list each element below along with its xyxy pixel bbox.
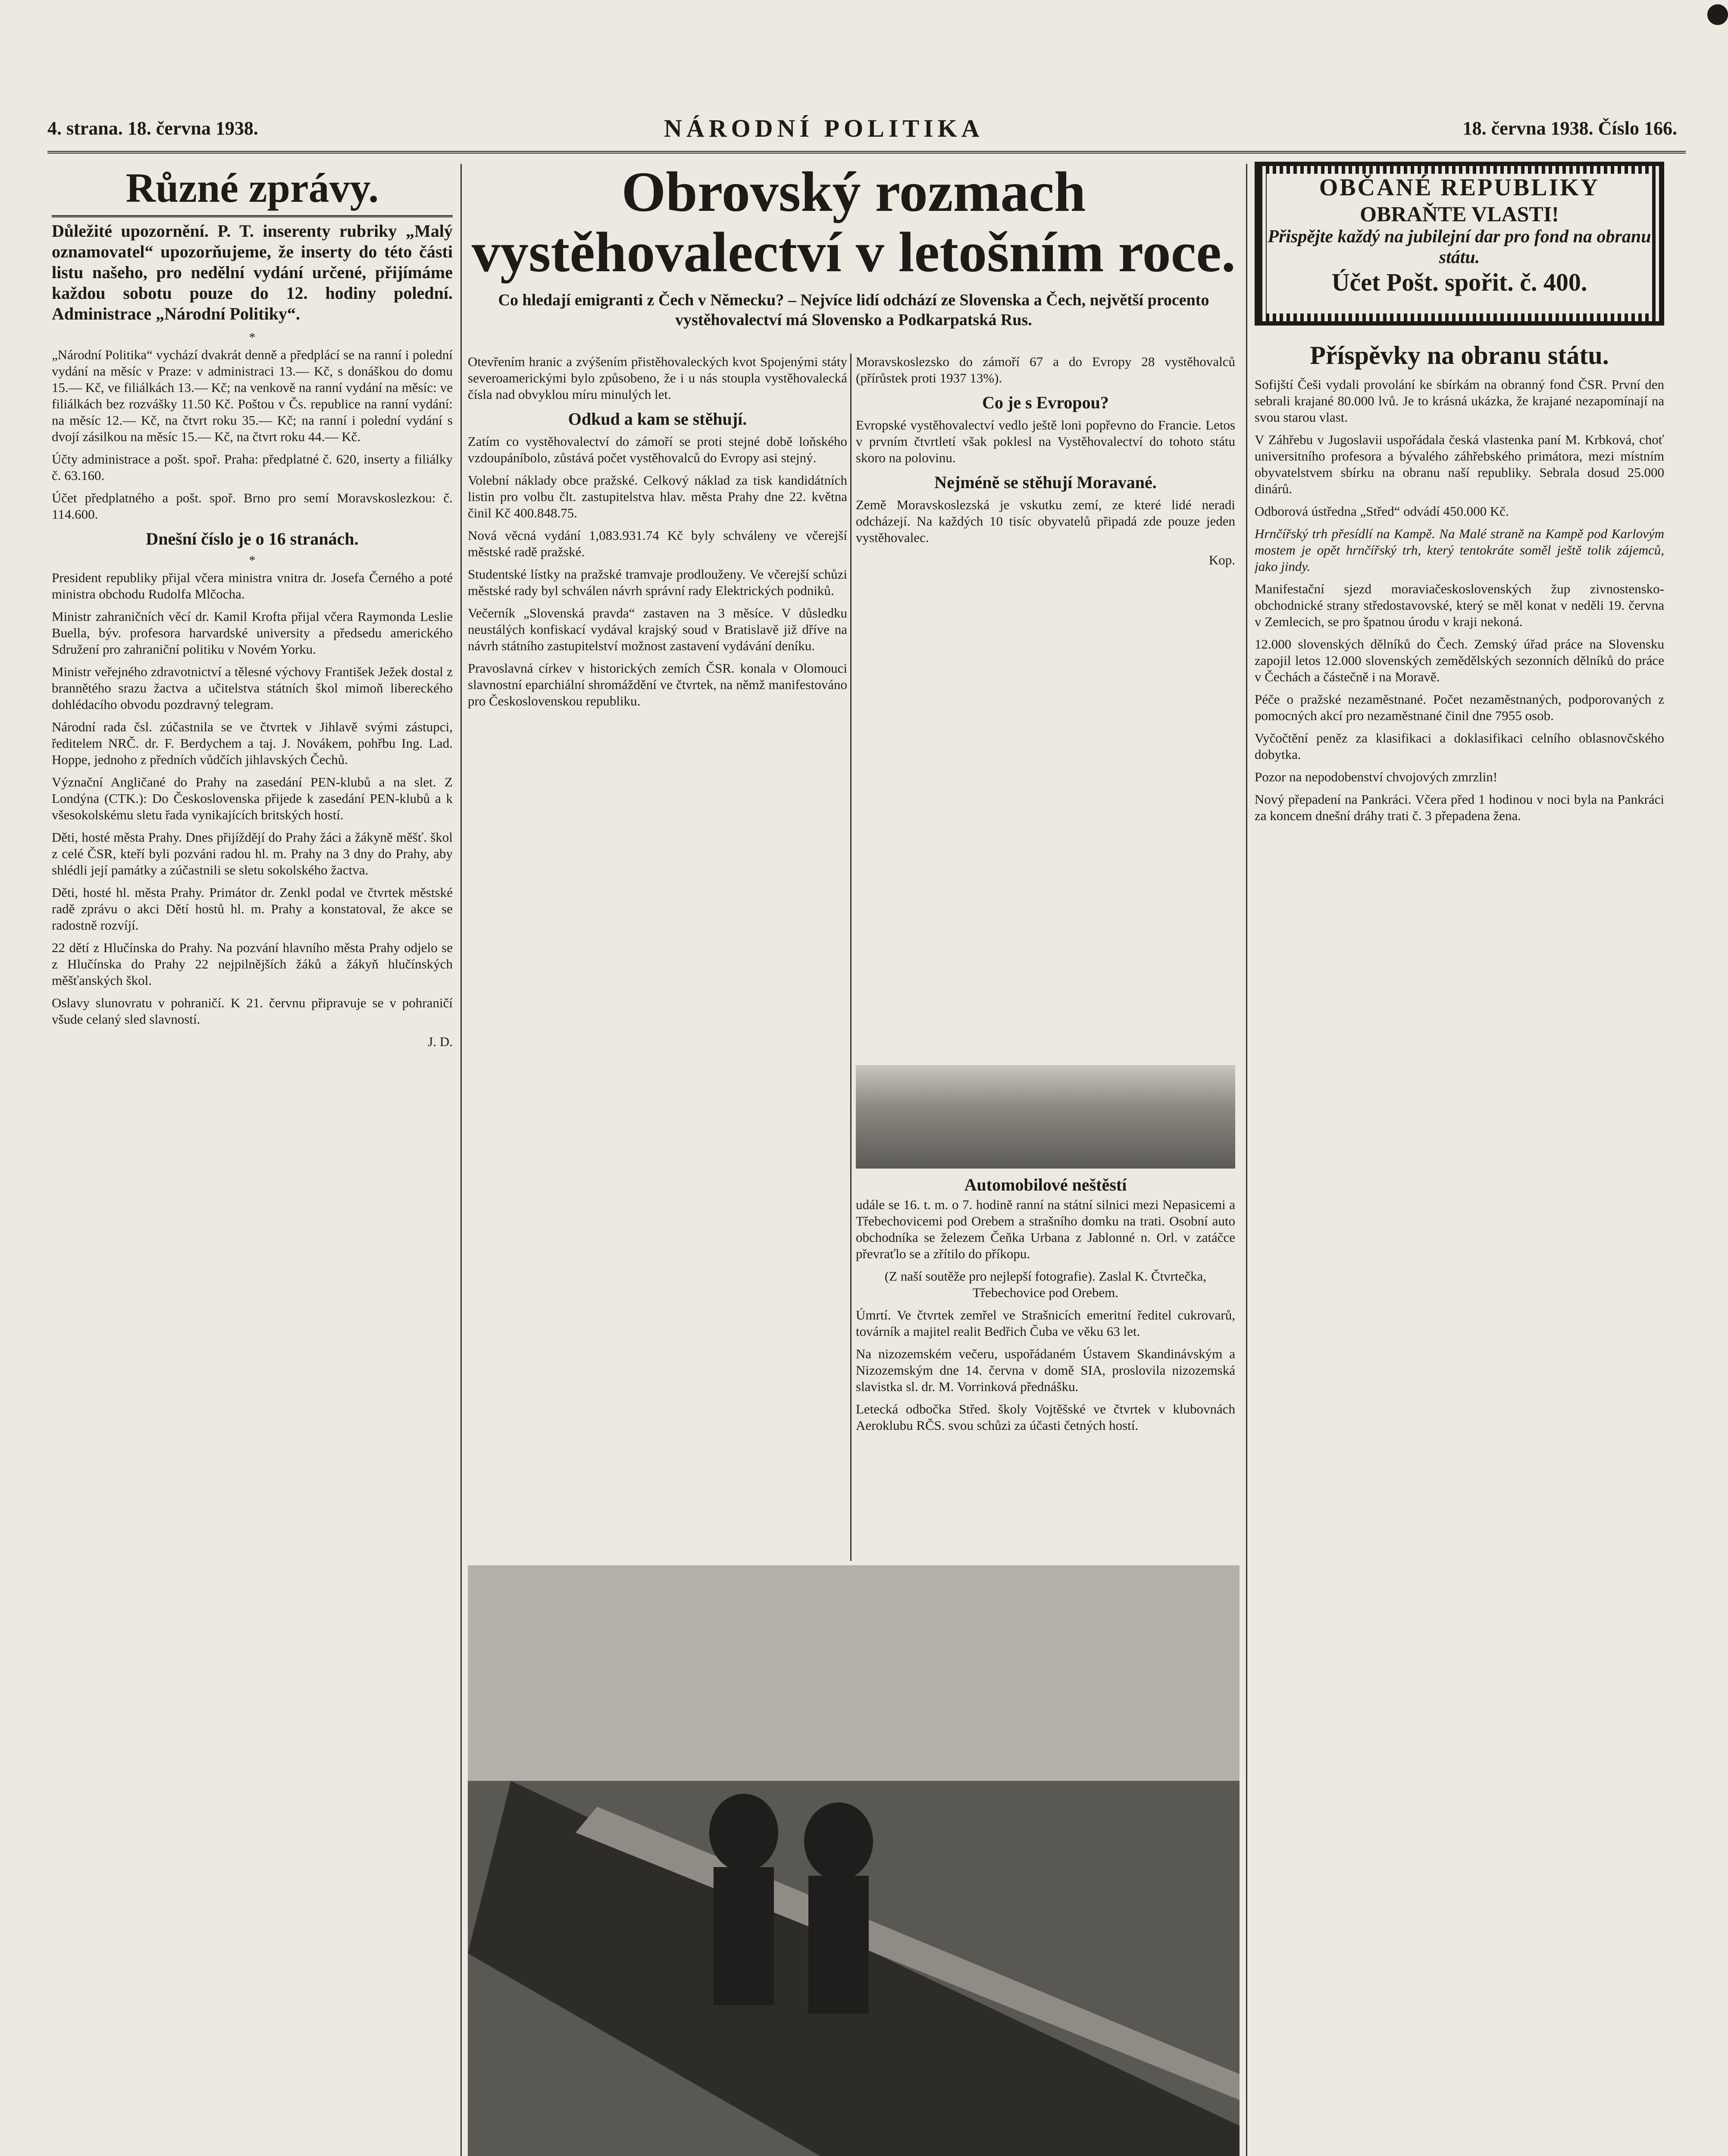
article-paragraph: Země Moravskoslezská je vskutku zemí, ze které lidé neradi odcházejí. Na každých 10 tisíc obyvatelů připadá zde pouze jeden vystěhovalec. [856,497,1235,545]
masthead-right: 18. června 1938. Číslo 166. [1462,118,1677,139]
news-paragraph: Péče o pražské nezaměstnané. Počet nezaměstnaných, podporovaných z pomocných akcí pro nezaměstnané činil dne 7955 osob. [1255,692,1664,723]
ad-line: OBRAŇTE VLASTI! [1360,202,1559,226]
news-paragraph: Nový přepadení na Pankráci. Včera před 1 hodinou v noci byla na Pankráci za koncem dnešní dráhy trati č. 3 přepadena žena. [1255,792,1664,823]
column-defense-contributions [1255,336,1664,2156]
car-accident-photo [856,1065,1235,1169]
news-paragraph: 12.000 slovenských dělníků do Čech. Zemský úřad práce na Slovensku zapojil letos 12.000 slovenských zemědělských sezonních dělníků do práce v Čechách a částečně i na Moravě. [1255,636,1664,684]
masthead-title: NÁRODNÍ POLITIKA [664,114,984,142]
photo-text: udále se 16. t. m. o 7. hodině ranní na státní silnici mezi Nepasicemi a Třebechovicemi pod Orebem a strašního domku na trati. Osobní auto obchodníka se železem Čeňka Urbana z Jablonné n. Orl. v zatáčce převraťlo se a zřítilo do příkopu. [856,1197,1235,1261]
ad-line: Účet Pošt. spořit. č. 400. [1331,268,1587,296]
separator: * [249,330,256,345]
news-paragraph: Volební náklady obce pražské. Celkový náklad za tisk kandidátních listin pro volbu člt. zastupitelstva hlav. města Prahy dne 22. května činil Kč 400.848.75. [468,473,847,520]
headline-subtitle: Co hledají emigranti z Čech v Německu? – Nejvíce lidí odchází ze Slovenska a Čech, největší procento vystěhovalectví má Slovensko a Podkarpatská Rus. [498,291,1209,329]
article-paragraph: Evropské vystěhovalectví vedlo ještě loni popřevno do Francie. Letos v prvním čtvrtletí však poklesl na Vystěhovalectví do tohoto státu skoro na polovinu. [856,417,1235,465]
news-paragraph: Sofijští Češi vydali provolání ke sbírkám na obranný fond ČSR. První den sebrali krajané 80.000 lvů. Je to krásná ukázka, že krajané nezapomínají na svou starou vlast. [1255,377,1664,425]
news-paragraph: Pravoslavná církev v historických zemích ČSR. konala v Olomouci slavnostní eparchiální shromáždění ve čtvrtek, na němž manifestováno pro Československou republiku. [468,661,847,708]
news-paragraph: Letecká odbočka Střed. školy Vojtěšské ve čtvrtek v klubovnách Aeroklubu RČS. svou schůzi za účasti četných hostí. [856,1401,1235,1433]
article-paragraph: Zatím co vystěhovalectví do zámoří se proti stejné době loňského vzdoupáníbolo, zůstává počet vystěhovalců do Evropy asi stejný. [468,434,847,465]
defense-fund-ad [1255,162,1664,326]
news-paragraph: 22 dětí z Hlučínska do Prahy. Na pozvání hlavního města Prahy odjelo se z Hlučínska do Prahy 22 nejpilnějších žáků a žákyň hlučínských měšťanských škol. [52,940,453,988]
masthead [47,112,1686,154]
news-paragraph: Ministr zahraničních věcí dr. Kamil Krofta přijal včera Raymonda Leslie Buella, býv. profesora harvardské university a předsedu amerického Sdružení pro zahraniční politiku v Novém Yorku. [52,609,453,657]
news-paragraph: Vyčočtění peněz za klasifikaci a doklasifikaci celního oblasnovčského dobytka. [1255,730,1664,762]
article-paragraph: Moravskoslezsko do zámoří 67 a do Evropy 28 vystěhovalců (přírůstek proti 1937 13%). [856,354,1235,385]
ad-line: Přispějte každý na jubilejní dar pro fond na obranu státu. [1268,227,1651,267]
section-title: Různé zprávy. [52,164,453,217]
news-paragraph: President republiky přijal včera ministra vnitra dr. Josefa Černého a poté ministra obchodu Rudolfa Mlčocha. [52,570,453,602]
news-paragraph: Manifestační sjezd moraviačeskoslovenských žup zivnostensko-obchodnické strany středostavovské, který se měl konat v neděli 19. června v Zemlecich, se pro špatnou úrodu v kraji nekoná. [1255,581,1664,629]
news-paragraph: Pozor na nepodobenství chvojových zmrzlin! [1255,769,1498,784]
section-title: Příspěvky na obranu státu. [1310,341,1609,370]
car-accident-caption [856,1173,1235,1440]
column-rule [1246,164,1247,2156]
news-paragraph: Hrnčířský trh přesídlí na Kampě. Na Malé straně na Kampě pod Karlovým mostem je opět hrnčířský trh, který tentokráte soměl ještě tolik zájemců, jako jindy. [1255,526,1664,574]
signature: J. D. [428,1034,453,1049]
article-paragraph: Otevřením hranic a zvýšením přistěhovaleckých kvot Spojenými státy severoamerickými bylo způsobeno, že i u nás stoupla vystěhovalecká čísla nad obvyklou míru minulých let. [468,354,847,402]
news-paragraph: Úmrtí. Ve čtvrtek zemřel ve Strašnicích emeritní ředitel cukrovarů, továrník a majitel realit Bedřich Čuba ve věku 63 let. [856,1307,1235,1339]
subhead: Dnešní číslo je o 16 stranách. [146,529,359,548]
news-paragraph: Národní rada čsl. zúčastnila se ve čtvrtek v Jihlavě svými zástupci, ředitelem NRČ. dr. F. Berdychem a taj. J. Novákem, pohřbu Ing. Lad. Hoppe, jednoho z předních vůdčích jihlavských Čechů. [52,719,453,767]
news-paragraph: Děti, hosté města Prahy. Dnes přijíždějí do Prahy žáci a žákyně měšť. škol z celé ČSR, kteří byli pozváni radou hl. m. Prahy na 3 dny do Prahy, aby shlédli její památky a zúčastnili se sletu sokolského žactva. [52,830,453,877]
news-paragraph: V Záhřebu v Jugoslavii uspořádala česká vlastenka paní M. Krbková, choť universitního profesora a bývalého záhřebského primátora, mezi místním obyvatelstvem sbírku na obranu naší republiky. Sebrala dosud 25.000 dinárů. [1255,432,1664,496]
subhead: Nejméně se stěhují Moravané. [934,473,1157,492]
column-emigration-a [468,354,847,1561]
separator: * [249,553,256,567]
bridge-soldiers-photo [468,1565,1240,2156]
subhead: Odkud a kam se stěhují. [568,409,747,429]
headline-title: Obrovský rozmach vystěhovalectví v letošním roce. [472,160,1236,284]
accounts-paragraph: Účet předplatného a pošt. spoř. Brno pro semí Moravskoslezkou: č. 114.600. [52,490,453,522]
ad-line: OBČANÉ REPUBLIKY [1319,174,1600,201]
column-rule [850,354,851,1561]
photo-credit: (Z naší soutěže pro nejlepší fotografie). Zaslal K. Čtvrtečka, Třebechovice pod Orebem. [884,1269,1207,1300]
scan-mark [1707,4,1728,25]
news-paragraph: Večerník „Slovenská pravda“ zastaven na 3 měsíce. V důsledku neustálých konfiskací vydával krajský soud v Bratislavě již dříve na návrh státního zastupitelství možnost zastavení vydávání deníku. [468,605,847,653]
notice-paragraph: Důležité upozornění. P. T. inserenty rubriky „Malý oznamovatel“ upozorňujeme, že inserty do této části listu našeho, pro nedělní vydání určené, přijímáme každou sobotu pouze do 12. hodiny polední. Administrace „Národní Politiky“. [52,221,453,323]
column-rule [460,164,462,2156]
news-paragraph: Studentské lístky na pražské tramvaje prodlouženy. Ve včerejší schůzi městské rady byl schválen návrh správní rady Elektrických podniků. [468,567,847,598]
news-paragraph: Nová věcná vydání 1,083.931.74 Kč byly schváleny ve včerejší městské radě pražské. [468,528,847,559]
column-various-news [52,164,453,2156]
photo-title: Automobilové neštěstí [964,1175,1127,1194]
news-paragraph: Ministr veřejného zdravotnictví a tělesné výchovy František Ježek dostal z brannětého srazu žactva a učitelstva státních škol mimoň libereckého dohlédacího obvodu pozdravný telegram. [52,664,453,712]
news-paragraph: Význační Angličané do Prahy na zasedání PEN-klubů a na slet. Z Londýna (CTK.): Do Československa přijede k zasedání PEN-klubů a k všesokolskému sletu řada vynikajících britských hostí. [52,774,453,822]
accounts-paragraph: Účty administrace a pošt. spoř. Praha: předplatné č. 620, inserty a filiálky č. 63.160. [52,451,453,483]
masthead-left: 4. strana. 18. června 1938. [47,118,258,139]
subscription-paragraph: „Národní Politika“ vychází dvakrát denně a předplácí se na ranní i polední vydání na měsíc v Praze: v administraci 13.— Kč, s donáškou do domu 15.— Kč, ve filiálkách 13.— Kč; na venkově na ranní vydání na měsíc: ve filiálkách bez rozvášky 11.50 Kč. Poštou v Čs. republice na ranní vydání: na měsíc 12.— Kč, na čtvrt roku 35.— Kč; na ranní i polední vydání s dvojí zásilkou na měsíc 15.— Kč, na čtvrt roku 44.— Kč. [52,347,453,444]
ad-inner [1267,174,1652,313]
column-emigration-b [856,354,1235,1061]
signature: Kop. [1208,552,1235,567]
news-paragraph: Děti, hosté hl. města Prahy. Primátor dr. Zenkl podal ve čtvrtek městské radě zprávu o akci Dětí hostů hl. m. Prahy a konstatoval, že akce se radostně rozvíjí. [52,885,453,933]
news-paragraph: Na nizozemském večeru, uspořádaném Ústavem Skandinávským a Nizozemským dne 14. června v domě SIA, proslovila nizozemská slavistka sl. dr. M. Vorrinková přednášku. [856,1346,1235,1394]
photo-illustration [468,1565,1240,2156]
news-paragraph: Odborová ústředna „Střed“ odvádí 450.000 Kč. [1255,504,1509,519]
main-headline [457,162,1250,330]
subhead: Co je s Evropou? [982,393,1109,412]
news-paragraph: Oslavy slunovratu v pohraničí. K 21. červnu připravuje se v pohraničí všude celaný sled slavností. [52,995,453,1027]
